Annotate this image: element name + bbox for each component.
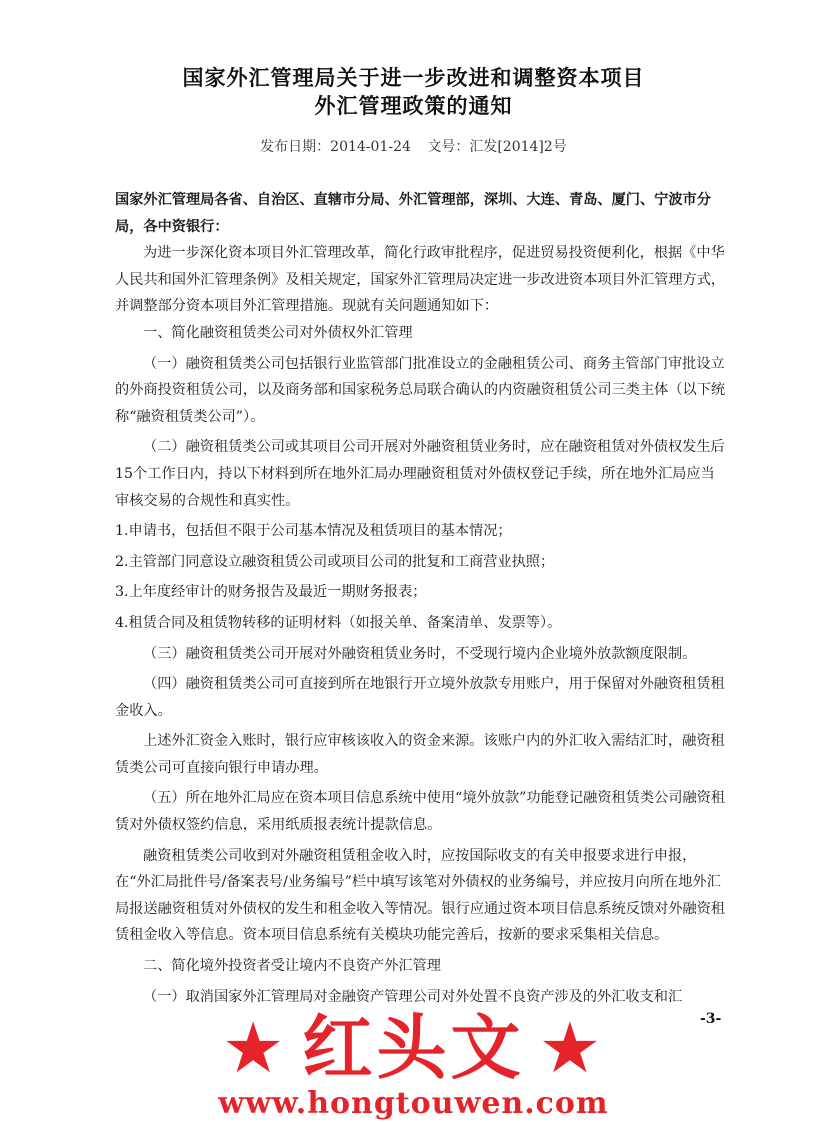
document-title-line2: 外汇管理政策的通知 [314, 94, 513, 118]
paragraph: （一）融资租赁类公司包括银行业监管部门批准设立的金融租赁公司、商务主管部门审批设立的外商投资租赁公司，以及商务部和国家税务总局联合确认的内资融资租赁公司三类主体（以下统称“融资租赁类公司”）。 [115, 355, 726, 425]
list-item: 1.申请书，包括但不限于公司基本情况及租赁项目的基本情况； [115, 523, 512, 540]
document-meta [0, 136, 827, 156]
watermark [0, 1004, 827, 1123]
paragraph: （四）融资租赁类公司可直接到所在地银行开立境外放款专用账户，用于保留对外融资租赁租金收入。 [115, 676, 725, 719]
paragraph: （五）所在地外汇局应在资本项目信息系统中使用“境外放款”功能登记融资租赁类公司融资租赁对外债权签约信息，采用纸质报表统计提款信息。 [115, 790, 726, 834]
section-heading: 一、简化融资租赁类公司对外债权外汇管理 [143, 324, 413, 341]
list-item: 4.租赁合同及租赁物转移的证明材料（如报关单、备案清单、发票等）。 [115, 614, 562, 631]
paragraph: （一）取消国家外汇管理局对金融资产管理公司对外处置不良资产涉及的外汇收支和汇 [143, 988, 683, 1005]
star-icon: ★ [221, 1007, 289, 1089]
section-heading: 二、简化境外投资者受让境内不良资产外汇管理 [143, 958, 441, 975]
watermark-text: 红头文 [302, 1007, 525, 1089]
list-item: 2.主管部门同意设立融资租赁公司或项目公司的批复和工商营业执照； [115, 553, 555, 570]
document-body [115, 187, 727, 1010]
paragraph: （二）融资租赁类公司或其项目公司开展对外融资租赁业务时，应在融资租赁对外债权发生后15个工作日内，持以下材料到所在地外汇局办理融资租赁对外债权登记手续，所在地外汇局应当审核交易的合规性和真实性。 [115, 439, 725, 509]
watermark-url: www.hongtouwen.com [218, 1086, 609, 1121]
paragraph: 为进一步深化资本项目外汇管理改革，简化行政审批程序，促进贸易投资便利化，根据《中华人民共和国外汇管理条例》及相关规定，国家外汇管理局决定进一步改进资本项目外汇管理方式，并调整部分资本项目外汇管理措施。现就有关问题通知如下： [115, 245, 726, 315]
paragraph: 上述外汇资金入账时，银行应审核该收入的资金来源。该账户内的外汇收入需结汇时，融资租赁类公司可直接向银行申请办理。 [115, 733, 725, 776]
list-item: 3.上年度经审计的财务报告及最近一期财务报表； [115, 584, 427, 601]
addressee: 国家外汇管理局各省、自治区、直辖市分局、外汇管理部，深圳、大连、青岛、厦门、宁波市分局，各中资银行： [115, 192, 711, 235]
page-number: -3- [700, 1011, 722, 1027]
paragraph: 融资租赁类公司收到对外融资租赁租金收入时，应按国际收支的有关申报要求进行申报，在“外汇局批件号/备案表号/业务编号”栏中填写该笔对外债权的业务编号，并应按月向所在地外汇局报送融资租赁对外债权的发生和租金收入等情况。银行应通过资本项目信息系统反馈对外融资租赁租金收入等信息。资本项目信息系统有关模块功能完善后，按新的要求采集相关信息。 [115, 847, 726, 944]
document-number: 文号：汇发[2014]2号 [427, 139, 567, 155]
star-icon: ★ [538, 1007, 606, 1089]
document-title-line1: 国家外汇管理局关于进一步改进和调整资本项目 [182, 66, 645, 90]
publish-date: 发布日期：2014-01-24 [260, 139, 411, 155]
paragraph: （三）融资租赁类公司开展对外融资租赁业务时，不受现行境内企业境外放款额度限制。 [143, 645, 697, 662]
